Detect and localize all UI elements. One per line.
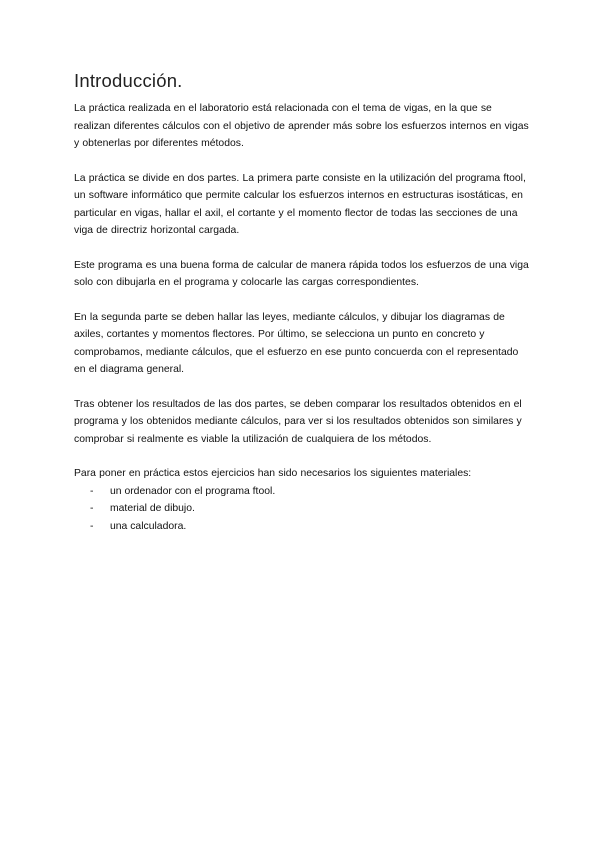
list-item bbox=[74, 483, 530, 501]
page-title: Introducción. bbox=[74, 70, 183, 91]
paragraph-intro: La práctica realizada en el laboratorio está relacionada con el tema de vigas, en la que se realizan diferentes cálculos con el objetivo de aprender más sobre los esfuerzos internos en vigas y obtenerlas por diferentes métodos. bbox=[74, 103, 529, 149]
list-dash: - bbox=[90, 485, 94, 497]
paragraph-program: Este programa es una buena forma de calcular de manera rápida todos los esfuerzos de una viga solo con dibujarla en el programa y colocarle las cargas correspondientes. bbox=[74, 259, 529, 288]
list-item-text: un ordenador con el programa ftool. bbox=[110, 485, 276, 497]
list-item bbox=[74, 518, 530, 536]
list-item bbox=[74, 500, 530, 518]
paragraph-materials-intro: Para poner en práctica estos ejercicios han sido necesarios los siguientes materiales: bbox=[74, 468, 472, 479]
document-page bbox=[74, 70, 530, 535]
list-dash: - bbox=[90, 503, 94, 514]
list-item-text: una calculadora. bbox=[110, 520, 187, 532]
paragraph-parts: La práctica se divide en dos partes. La primera parte consiste en la utilización del programa ftool, un software informático que permite calcular los esfuerzos internos en estructuras isostáticas, en particular en vigas, hallar el axil, el cortante y el momento flector de todas las secciones de una viga de directriz horizontal cargada. bbox=[74, 172, 526, 236]
list-item-text: material de dibujo. bbox=[110, 503, 195, 514]
paragraph-comparison: Tras obtener los resultados de las dos partes, se deben comparar los resultados obtenidos en el programa y los obtenidos mediante cálculos, para ver si los resultados obtenidos son similares y comprobar si realmente es viable la utilización de cualquiera de los métodos. bbox=[74, 398, 522, 445]
list-dash: - bbox=[90, 520, 94, 532]
paragraph-second-part: En la segunda parte se deben hallar las leyes, mediante cálculos, y dibujar los diagramas de axiles, cortantes y momentos flectores. Por último, se selecciona un punto en concreto y comprobamos, mediante cálculos, que el esfuerzo en ese punto concuerda con el representado en el diagrama general. bbox=[74, 311, 519, 375]
materials-list bbox=[74, 483, 530, 536]
